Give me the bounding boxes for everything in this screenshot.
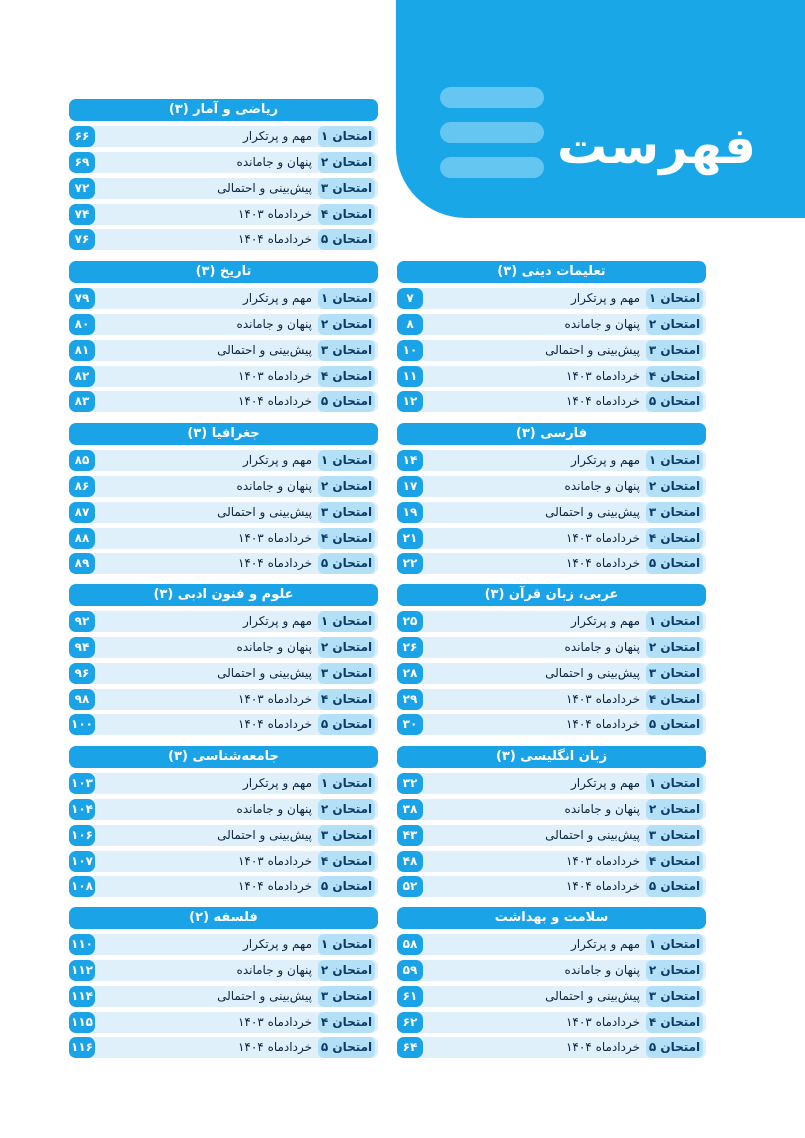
exam-description: مهم و پرتکرار: [242, 128, 312, 143]
page-number-badge: ۸۹: [69, 553, 95, 574]
toc-row[interactable]: [397, 366, 706, 387]
exam-description: پیش‌بینی و احتمالی: [217, 342, 312, 357]
toc-row[interactable]: [69, 825, 378, 846]
exam-label: امتحان ۴: [318, 851, 375, 872]
section: [397, 423, 706, 574]
section-title: زبان انگلیسی (۳): [397, 746, 706, 768]
exam-label: امتحان ۴: [646, 528, 703, 549]
page-number-badge: ۳۲: [397, 773, 423, 794]
exam-label: امتحان ۲: [318, 960, 375, 981]
exam-label: امتحان ۲: [646, 637, 703, 658]
toc-row[interactable]: [69, 851, 378, 872]
page-number-badge: ۱۴: [397, 450, 423, 471]
page-number-badge: ۴۳: [397, 825, 423, 846]
toc-row[interactable]: [397, 714, 706, 735]
exam-description: خردادماه ۱۴۰۴: [237, 556, 312, 571]
toc-row[interactable]: [69, 876, 378, 897]
toc-row[interactable]: [69, 450, 378, 471]
exam-label: امتحان ۱: [318, 288, 375, 309]
toc-row[interactable]: [69, 663, 378, 684]
page-number-badge: ۶۹: [69, 152, 95, 173]
page-number-badge: ۹۸: [69, 689, 95, 710]
toc-row[interactable]: [397, 450, 706, 471]
exam-description: مهم و پرتکرار: [570, 290, 640, 305]
toc-row[interactable]: [69, 314, 378, 335]
section-title: جغرافیا (۳): [69, 423, 378, 445]
exam-description: پیش‌بینی و احتمالی: [217, 988, 312, 1003]
exam-label: امتحان ۳: [318, 502, 375, 523]
toc-row[interactable]: [69, 152, 378, 173]
section-title: فلسفه (۲): [69, 907, 378, 929]
page-number-badge: ۱۰۷: [69, 851, 95, 872]
section-title: ریاضی و آمار (۳): [69, 99, 378, 121]
page-number-badge: ۶۶: [69, 126, 95, 147]
exam-label: امتحان ۱: [318, 611, 375, 632]
menu-lines-icon: [440, 157, 544, 178]
exam-description: پیش‌بینی و احتمالی: [545, 665, 640, 680]
page-number-badge: ۷۴: [69, 204, 95, 225]
exam-label: امتحان ۲: [646, 476, 703, 497]
exam-label: امتحان ۲: [318, 152, 375, 173]
exam-label: امتحان ۵: [318, 391, 375, 412]
toc-row[interactable]: [69, 960, 378, 981]
toc-row[interactable]: [69, 391, 378, 412]
toc-row[interactable]: [397, 663, 706, 684]
section: [69, 99, 378, 250]
exam-label: امتحان ۵: [318, 553, 375, 574]
exam-description: مهم و پرتکرار: [570, 936, 640, 951]
exam-label: امتحان ۵: [318, 1037, 375, 1058]
exam-description: پنهان و جامانده: [236, 639, 312, 654]
section: [69, 584, 378, 735]
page-number-badge: ۸۰: [69, 314, 95, 335]
exam-description: خردادماه ۱۴۰۳: [237, 691, 312, 706]
exam-description: خردادماه ۱۴۰۴: [565, 879, 640, 894]
page-number-badge: ۱۰۳: [69, 773, 95, 794]
toc-row[interactable]: [397, 1037, 706, 1058]
page-number-badge: ۱۹: [397, 502, 423, 523]
page-number-badge: ۲۲: [397, 553, 423, 574]
exam-description: پنهان و جامانده: [236, 962, 312, 977]
exam-description: پیش‌بینی و احتمالی: [217, 665, 312, 680]
exam-label: امتحان ۴: [646, 689, 703, 710]
toc-row[interactable]: [397, 476, 706, 497]
toc-row[interactable]: [397, 773, 706, 794]
section-title: سلامت و بهداشت: [397, 907, 706, 929]
exam-description: مهم و پرتکرار: [570, 613, 640, 628]
toc-row[interactable]: [69, 126, 378, 147]
page-number-badge: ۷: [397, 288, 423, 309]
exam-description: خردادماه ۱۴۰۴: [565, 556, 640, 571]
page-number-badge: ۵۲: [397, 876, 423, 897]
exam-description: مهم و پرتکرار: [570, 775, 640, 790]
section: [397, 907, 706, 1058]
toc-row[interactable]: [397, 340, 706, 361]
exam-description: پنهان و جامانده: [564, 478, 640, 493]
exam-label: امتحان ۴: [318, 689, 375, 710]
exam-description: خردادماه ۱۴۰۴: [237, 879, 312, 894]
toc-row[interactable]: [69, 986, 378, 1007]
section: [69, 907, 378, 1058]
toc-row[interactable]: [397, 986, 706, 1007]
toc-row[interactable]: [397, 825, 706, 846]
exam-label: امتحان ۳: [318, 663, 375, 684]
toc-row[interactable]: [69, 502, 378, 523]
page-number-badge: ۶۴: [397, 1037, 423, 1058]
page-number-badge: ۸: [397, 314, 423, 335]
exam-description: خردادماه ۱۴۰۴: [565, 717, 640, 732]
toc-row[interactable]: [69, 178, 378, 199]
section-title: جامعه‌شناسی (۳): [69, 746, 378, 768]
toc-row[interactable]: [397, 637, 706, 658]
toc-row[interactable]: [69, 528, 378, 549]
exam-label: امتحان ۴: [318, 366, 375, 387]
exam-description: مهم و پرتکرار: [242, 775, 312, 790]
toc-row[interactable]: [69, 204, 378, 225]
page-number-badge: ۱۷: [397, 476, 423, 497]
page-number-badge: ۸۲: [69, 366, 95, 387]
exam-label: امتحان ۱: [646, 450, 703, 471]
section-title: تاریخ (۳): [69, 261, 378, 283]
exam-label: امتحان ۱: [646, 288, 703, 309]
toc-row[interactable]: [397, 391, 706, 412]
menu-lines-icon: [440, 122, 544, 143]
page-number-badge: ۹۲: [69, 611, 95, 632]
page-number-badge: ۷۹: [69, 288, 95, 309]
toc-row[interactable]: [69, 934, 378, 955]
exam-label: امتحان ۲: [318, 476, 375, 497]
exam-label: امتحان ۵: [646, 714, 703, 735]
exam-label: امتحان ۵: [646, 391, 703, 412]
exam-label: امتحان ۳: [318, 986, 375, 1007]
toc-row[interactable]: [69, 553, 378, 574]
exam-description: خردادماه ۱۴۰۴: [565, 1040, 640, 1055]
toc-row[interactable]: [397, 851, 706, 872]
page-number-badge: ۳۸: [397, 799, 423, 820]
exam-label: امتحان ۴: [646, 1012, 703, 1033]
section: [69, 746, 378, 897]
exam-label: امتحان ۳: [646, 663, 703, 684]
page-number-badge: ۴۸: [397, 851, 423, 872]
exam-label: امتحان ۴: [646, 851, 703, 872]
exam-description: پنهان و جامانده: [564, 639, 640, 654]
exam-label: امتحان ۱: [646, 773, 703, 794]
exam-description: خردادماه ۱۴۰۳: [237, 206, 312, 221]
exam-label: امتحان ۳: [646, 986, 703, 1007]
exam-description: پنهان و جامانده: [564, 316, 640, 331]
exam-description: مهم و پرتکرار: [242, 936, 312, 951]
page-title: فهرست: [557, 117, 756, 175]
toc-row[interactable]: [69, 773, 378, 794]
toc-row[interactable]: [397, 553, 706, 574]
page-number-badge: ۸۷: [69, 502, 95, 523]
section-title: عربی، زبان قرآن (۳): [397, 584, 706, 606]
page-number-badge: ۱۰۸: [69, 876, 95, 897]
exam-description: پنهان و جامانده: [236, 316, 312, 331]
toc-row[interactable]: [69, 1037, 378, 1058]
exam-label: امتحان ۲: [318, 637, 375, 658]
section-title: فارسی (۳): [397, 423, 706, 445]
exam-description: پیش‌بینی و احتمالی: [545, 988, 640, 1003]
exam-description: مهم و پرتکرار: [242, 452, 312, 467]
page-number-badge: ۸۵: [69, 450, 95, 471]
exam-description: خردادماه ۱۴۰۳: [565, 530, 640, 545]
exam-label: امتحان ۳: [646, 502, 703, 523]
section: [397, 584, 706, 735]
section-title: تعلیمات دینی (۳): [397, 261, 706, 283]
page-number-badge: ۶۲: [397, 1012, 423, 1033]
exam-description: پنهان و جامانده: [236, 478, 312, 493]
exam-label: امتحان ۵: [646, 1037, 703, 1058]
exam-description: خردادماه ۱۴۰۴: [237, 394, 312, 409]
exam-description: پنهان و جامانده: [564, 801, 640, 816]
toc-row[interactable]: [397, 934, 706, 955]
exam-label: امتحان ۱: [646, 611, 703, 632]
toc-row[interactable]: [69, 611, 378, 632]
exam-description: پنهان و جامانده: [236, 154, 312, 169]
page-number-badge: ۲۸: [397, 663, 423, 684]
page-number-badge: ۵۹: [397, 960, 423, 981]
toc-row[interactable]: [397, 502, 706, 523]
exam-description: پیش‌بینی و احتمالی: [545, 827, 640, 842]
page-number-badge: ۱۰۰: [69, 714, 95, 735]
toc-row[interactable]: [69, 799, 378, 820]
exam-label: امتحان ۳: [318, 178, 375, 199]
exam-description: خردادماه ۱۴۰۴: [565, 394, 640, 409]
page-number-badge: ۸۱: [69, 340, 95, 361]
page-number-badge: ۸۸: [69, 528, 95, 549]
page-number-badge: ۱۱۲: [69, 960, 95, 981]
page-number-badge: ۱۱۵: [69, 1012, 95, 1033]
exam-description: پیش‌بینی و احتمالی: [217, 827, 312, 842]
exam-description: پیش‌بینی و احتمالی: [545, 504, 640, 519]
exam-description: خردادماه ۱۴۰۴: [237, 232, 312, 247]
page-number-badge: ۲۹: [397, 689, 423, 710]
toc-row[interactable]: [69, 229, 378, 250]
page-number-badge: ۱۲: [397, 391, 423, 412]
toc-row[interactable]: [397, 1012, 706, 1033]
exam-label: امتحان ۳: [318, 340, 375, 361]
page-number-badge: ۹۶: [69, 663, 95, 684]
header-banner: [396, 0, 805, 218]
exam-label: امتحان ۱: [318, 126, 375, 147]
exam-description: خردادماه ۱۴۰۳: [237, 1014, 312, 1029]
exam-label: امتحان ۳: [646, 340, 703, 361]
exam-label: امتحان ۲: [318, 314, 375, 335]
exam-description: پنهان و جامانده: [564, 962, 640, 977]
menu-lines-icon: [440, 87, 544, 108]
section: [69, 261, 378, 412]
toc-row[interactable]: [397, 799, 706, 820]
page-number-badge: ۲۵: [397, 611, 423, 632]
exam-description: پیش‌بینی و احتمالی: [217, 504, 312, 519]
exam-label: امتحان ۱: [318, 773, 375, 794]
page-number-badge: ۳۰: [397, 714, 423, 735]
exam-label: امتحان ۵: [318, 229, 375, 250]
toc-row[interactable]: [69, 689, 378, 710]
exam-label: امتحان ۲: [646, 960, 703, 981]
exam-label: امتحان ۲: [318, 799, 375, 820]
section-title: علوم و فنون ادبی (۳): [69, 584, 378, 606]
exam-label: امتحان ۴: [646, 366, 703, 387]
toc-row[interactable]: [397, 528, 706, 549]
exam-label: امتحان ۴: [318, 204, 375, 225]
page-number-badge: ۱۰: [397, 340, 423, 361]
toc-row[interactable]: [397, 288, 706, 309]
exam-description: پنهان و جامانده: [236, 801, 312, 816]
exam-description: خردادماه ۱۴۰۳: [237, 530, 312, 545]
page-number-badge: ۲۶: [397, 637, 423, 658]
exam-label: امتحان ۵: [318, 876, 375, 897]
exam-description: خردادماه ۱۴۰۴: [237, 1040, 312, 1055]
exam-label: امتحان ۳: [646, 825, 703, 846]
exam-description: خردادماه ۱۴۰۴: [237, 717, 312, 732]
exam-label: امتحان ۲: [646, 314, 703, 335]
toc-row[interactable]: [397, 689, 706, 710]
exam-description: پیش‌بینی و احتمالی: [545, 342, 640, 357]
exam-label: امتحان ۴: [318, 1012, 375, 1033]
exam-label: امتحان ۱: [318, 934, 375, 955]
page-number-badge: ۹۴: [69, 637, 95, 658]
page-number-badge: ۶۱: [397, 986, 423, 1007]
page-number-badge: ۱۰۶: [69, 825, 95, 846]
toc-row[interactable]: [69, 288, 378, 309]
exam-description: پیش‌بینی و احتمالی: [217, 180, 312, 195]
section: [397, 261, 706, 412]
exam-description: خردادماه ۱۴۰۳: [237, 853, 312, 868]
page-number-badge: ۲۱: [397, 528, 423, 549]
exam-description: مهم و پرتکرار: [242, 613, 312, 628]
toc-row[interactable]: [397, 960, 706, 981]
toc-row[interactable]: [397, 876, 706, 897]
toc-row[interactable]: [397, 314, 706, 335]
page-number-badge: ۱۱۰: [69, 934, 95, 955]
exam-label: امتحان ۴: [318, 528, 375, 549]
exam-label: امتحان ۵: [646, 876, 703, 897]
exam-label: امتحان ۱: [318, 450, 375, 471]
exam-label: امتحان ۲: [646, 799, 703, 820]
toc-row[interactable]: [69, 714, 378, 735]
page-number-badge: ۷۲: [69, 178, 95, 199]
exam-label: امتحان ۳: [318, 825, 375, 846]
toc-row[interactable]: [69, 476, 378, 497]
page-number-badge: ۱۰۴: [69, 799, 95, 820]
toc-row[interactable]: [69, 340, 378, 361]
toc-row[interactable]: [69, 637, 378, 658]
toc-row[interactable]: [397, 611, 706, 632]
section: [397, 746, 706, 897]
exam-label: امتحان ۵: [646, 553, 703, 574]
page-number-badge: ۷۶: [69, 229, 95, 250]
page-number-badge: ۱۱: [397, 366, 423, 387]
exam-description: خردادماه ۱۴۰۳: [565, 1014, 640, 1029]
exam-description: خردادماه ۱۴۰۳: [565, 691, 640, 706]
page-number-badge: ۸۶: [69, 476, 95, 497]
page-number-badge: ۱۱۴: [69, 986, 95, 1007]
page-number-badge: ۵۸: [397, 934, 423, 955]
page-number-badge: ۱۱۶: [69, 1037, 95, 1058]
exam-description: خردادماه ۱۴۰۳: [565, 368, 640, 383]
exam-label: امتحان ۱: [646, 934, 703, 955]
exam-description: مهم و پرتکرار: [570, 452, 640, 467]
toc-row[interactable]: [69, 366, 378, 387]
exam-description: خردادماه ۱۴۰۳: [237, 368, 312, 383]
toc-row[interactable]: [69, 1012, 378, 1033]
exam-description: خردادماه ۱۴۰۳: [565, 853, 640, 868]
section: [69, 423, 378, 574]
page-number-badge: ۸۳: [69, 391, 95, 412]
exam-description: مهم و پرتکرار: [242, 290, 312, 305]
exam-label: امتحان ۵: [318, 714, 375, 735]
